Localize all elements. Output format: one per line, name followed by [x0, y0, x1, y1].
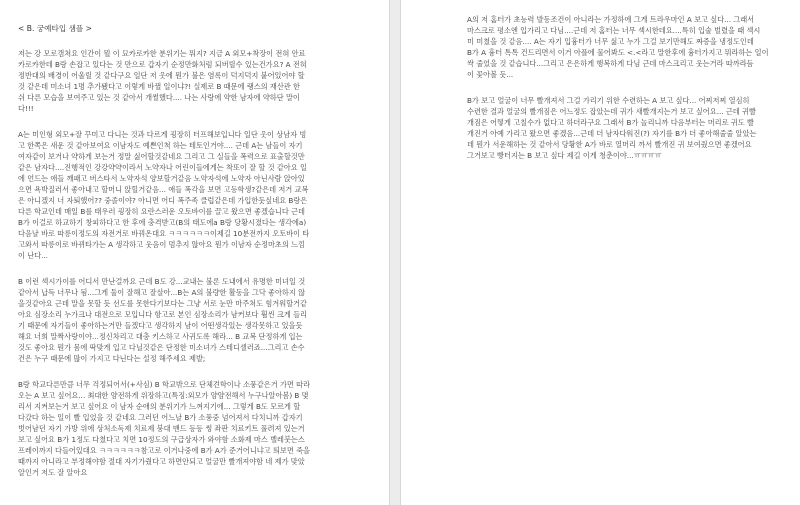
- paragraph-5: [467, 14, 782, 80]
- text-line: 알인거 저도 잘 알아요: [18, 468, 88, 477]
- text-line: 기 때문에 자기들이 좋아하는거만 들겠다고 생각하지 남이 어떤생각있는 생각못하고 있을듯: [18, 321, 303, 330]
- text-line: 다음날 바로 따릉이정도의 자전거로 바꿔온대요 ㅋㅋㅋㅋㅋㅋ이제길 10분전까지 오토바이 타: [18, 229, 310, 238]
- text-line: 카로카한데 B랑 손잡고 있다는 것 만으로 갑자기 순정만화처럼 되버릴수 있는건가요? A 전혀: [18, 60, 307, 69]
- text-line: 해요 너희 말짝사랑이야...정신차리고 대충 키스하고 사귀도록 해라... B 교복 단정하게 입는: [18, 332, 303, 341]
- text-line: 것 같은데 미소녀 1명 추가됐다고 이렇게 바뀔 일이냐?! 실제로 B 때문에 랭스의 재산관 한: [18, 82, 300, 91]
- text-line: A의 저 홈터가 초능력 발동조건이 아니라는 가정하에 그게 트라우마인 A 보고 싶다... 그래서: [467, 15, 755, 24]
- text-line: 리서 지켜보는거 보고 싶어요 이 남자 순애의 분위기가 느껴지기에... 그렇게 B도 모르게 할: [18, 402, 301, 411]
- text-line: B 이런 섹시가이를 어디서 만난걸까요 근데 B도 강...교내는 불론 도내에서 유명한 미녀일 것: [18, 277, 306, 286]
- text-line: 그거보고 빵터지는 B 보고 싶다 제길 이게 청춘이야...ㅠㅠㅠㅠ: [467, 151, 662, 160]
- text-line: 이 난다...: [18, 251, 48, 260]
- text-line: 다른 학교인데 매일 B를 태우러 굉장히 요란스러운 오토바이를 끌고 왔으면 좋겠습니다 근데: [18, 207, 305, 216]
- text-line: 것도 좋아요 뭔가 몸에 딱맞게 입고 다닐것같은 단정한 미소녀가 스테디셀러죠...그리고 손수: [18, 343, 305, 352]
- text-line: 이 꽃아볼 듯...: [467, 70, 514, 79]
- text-line: 미 미쳤을 것 같음.... A는 자기 입흉터가 너무 싫고 누가 그걸 보기만해도 짜증을 냉정도인데: [467, 37, 754, 46]
- text-line: 여자같이 보거나 약하게 보는거 정말 싫어할것같네요 그리고 그 실들을 폭력으로 표출할것만: [18, 152, 305, 161]
- text-line: 아요 심장소리 누가크나 대전으로 모입니다 항고로 본인 심장소리가 남커보다 훨씬 크게 들리: [18, 310, 307, 319]
- document-title: < B. 궁예타입 샘플 >: [18, 24, 93, 33]
- text-line: 정반대의 배경이 어울릴 것 같다구요 일단 저 옷에 뭔가 불은 염록이 덕지덕지 붙어있어야 할: [18, 71, 305, 80]
- text-line: B가 이걸로 하교하기 창피하다고 한 후에 충격받고(B의 태도에a B랑 당황시졌다는 생각에a): [18, 218, 307, 227]
- text-line: 다갔다 하는 일이 빨 입었을 것 같네요 그러던 어느날 B가 소풍중 넘어져서 다치니까 갑자기: [18, 413, 303, 422]
- text-line: B가 보고 얼굴이 너무 빨개져서 그걸 가리기 위한 수련하는 A 보고 싶다... 어찌저찌 열심히: [467, 96, 750, 105]
- text-line: 데 뭔가 서운해하는 것 같아서 당황한 A가 바로 열머리 까서 빨개진 귀 보여줬으면 좋겠어요: [467, 140, 752, 149]
- text-line: 같아서 납득 너무나 됨...그게 둘이 잘해고 잘살아...B는 A의 불량한 활동을 그닥 좋아하지 않: [18, 288, 306, 297]
- text-line: 프레이까지 다들어있대요 ㅋㅋㅋㅋㅋㅋ참고로 이거나중에 B가 A가 준거어니냐고 띄보면 죽을: [18, 446, 310, 455]
- text-line: 은 아니겠지 너 자퇴했어?? 중졸이야? 아니면 어디 폭주족 클럽같은데 가입한듯싶네요 B랑은: [18, 196, 308, 205]
- text-line: 을것같아요 근데 말을 못할 듯 선도를 못한다기보다는 그냥 서로 눈만 마주쳐도 힘겨워할거같: [18, 299, 307, 308]
- text-line: 으면 욕박질러서 좋아내고 할머니 앉힐거같음... 애들 폭각을 보면 고등학생?같은데 저거 교복: [18, 185, 309, 194]
- paragraph-2: [18, 129, 371, 261]
- text-line: 오는 A 보고 싶어요... 최대한 얌전하게 위장하고(특징:외모가 얌얌전해서 누구나알아봄) B 몇: [18, 391, 309, 400]
- text-line: B가 A 흉터 톡톡 건드리면서 이거 아플에 물어봐도 <.<라고 말한후에 흉터가지고 뭐라하는 일이: [467, 48, 769, 57]
- paragraph-3: [18, 276, 371, 364]
- document-page-right: [400, 0, 800, 505]
- text-line: 벗어남던 자기 가방 위에 상처소독제 치료제 붕대 맨드 등등 썽 좌판 치료키트 풀려져 있는거: [18, 424, 305, 433]
- paragraph-1: [18, 48, 371, 114]
- text-line: 다!!!: [18, 104, 34, 113]
- paragraph-6: [467, 95, 782, 161]
- text-line: 개진거 아예 가리고 왔으면 좋겠음...근데 더 남자다워진(?) 자기를 B가 더 좋아해줄줄 알았는: [467, 129, 757, 138]
- text-line: 에 언드는 애들 깨패고 버스타서 노약자석 양보할거같음 노약자석에 노약자 아닌사람 앉아있: [18, 174, 305, 183]
- text-line: 보고 싶어요 B가 1정도 다쳤다고 치면 10정도의 구급상자가 와야함 소화제 마스 벨레붓는스: [18, 435, 305, 444]
- text-line: 같은 남자다....진행적인 강강약약이라서 노약자나 어린이들에게는 착또이 잘 할 것 같아요 일: [18, 163, 307, 172]
- text-line: 저는 강 모로갬쳐요 인간이 뭘 이 묘카로카한 분위기는 뭐지? 지금 A 외모+착장이 전혀 안료: [18, 49, 306, 58]
- text-line: 쉬 다른 모습을 보여주고 있는 것 같아서 개썰했다.... 나는 사랑에 약한 남자에 약하단 말이: [18, 93, 300, 102]
- text-line: 고 한쪽은 새운 것 같아보여요 이남자도 예쁜인척 하는 테토인거야.... 근데 A는 남들이 자기: [18, 141, 303, 150]
- text-line: A는 미인형 외모+잘 꾸미고 다니는 것과 다르게 굉장히 터프해보입니다 일단 옷이 상남자 빙: [18, 130, 307, 139]
- text-line: 마스크로 평소엔 입가리고 다님....근데 저 홈터는 너무 섹시한데요....특히 입술 벌렸을 때 섹시: [467, 26, 761, 35]
- text-line: B랑 학교다른만큼 너무 걱정되어서(+사심) B 학교밖으로 단체견학이나 소풍같은거 가면 따라: [18, 380, 311, 389]
- paragraph-4: [18, 379, 371, 478]
- text-line: 건은 누구 때문에 많이 가지고 다닌다는 설정 해주세요 제발;: [18, 354, 206, 363]
- text-line: 개짐은 어떻게 고칠수가 없다고 하더라구요 그래서 B가 놀리니까 다음부터는 머리로 귀도 빨: [467, 118, 754, 127]
- document-page-left: [0, 0, 390, 505]
- text-line: 고와서 따릉이로 바뀌타가는 A 생각하고 웃음이 멈추지 않아요 뭔가 이남자 순정마초의 느낌: [18, 240, 305, 249]
- text-line: 싹 줄었을 것 같습니다...그리고 은은하게 행복하게 다님 근데 마스크리고 웃는거라 따까라듬: [467, 59, 754, 68]
- text-line: 수련한 결과 얼굴의 빨개짐은 어느정도 잡았는데 귀가 새빨개지는거 보고 싶어요... 근데 귀빨: [467, 107, 756, 116]
- text-line: 때까지 아니라고 부정해야함 절대 자기가줬다고 하면안되고 얼굴만 빨개져야함 네 제가 맞았: [18, 457, 305, 466]
